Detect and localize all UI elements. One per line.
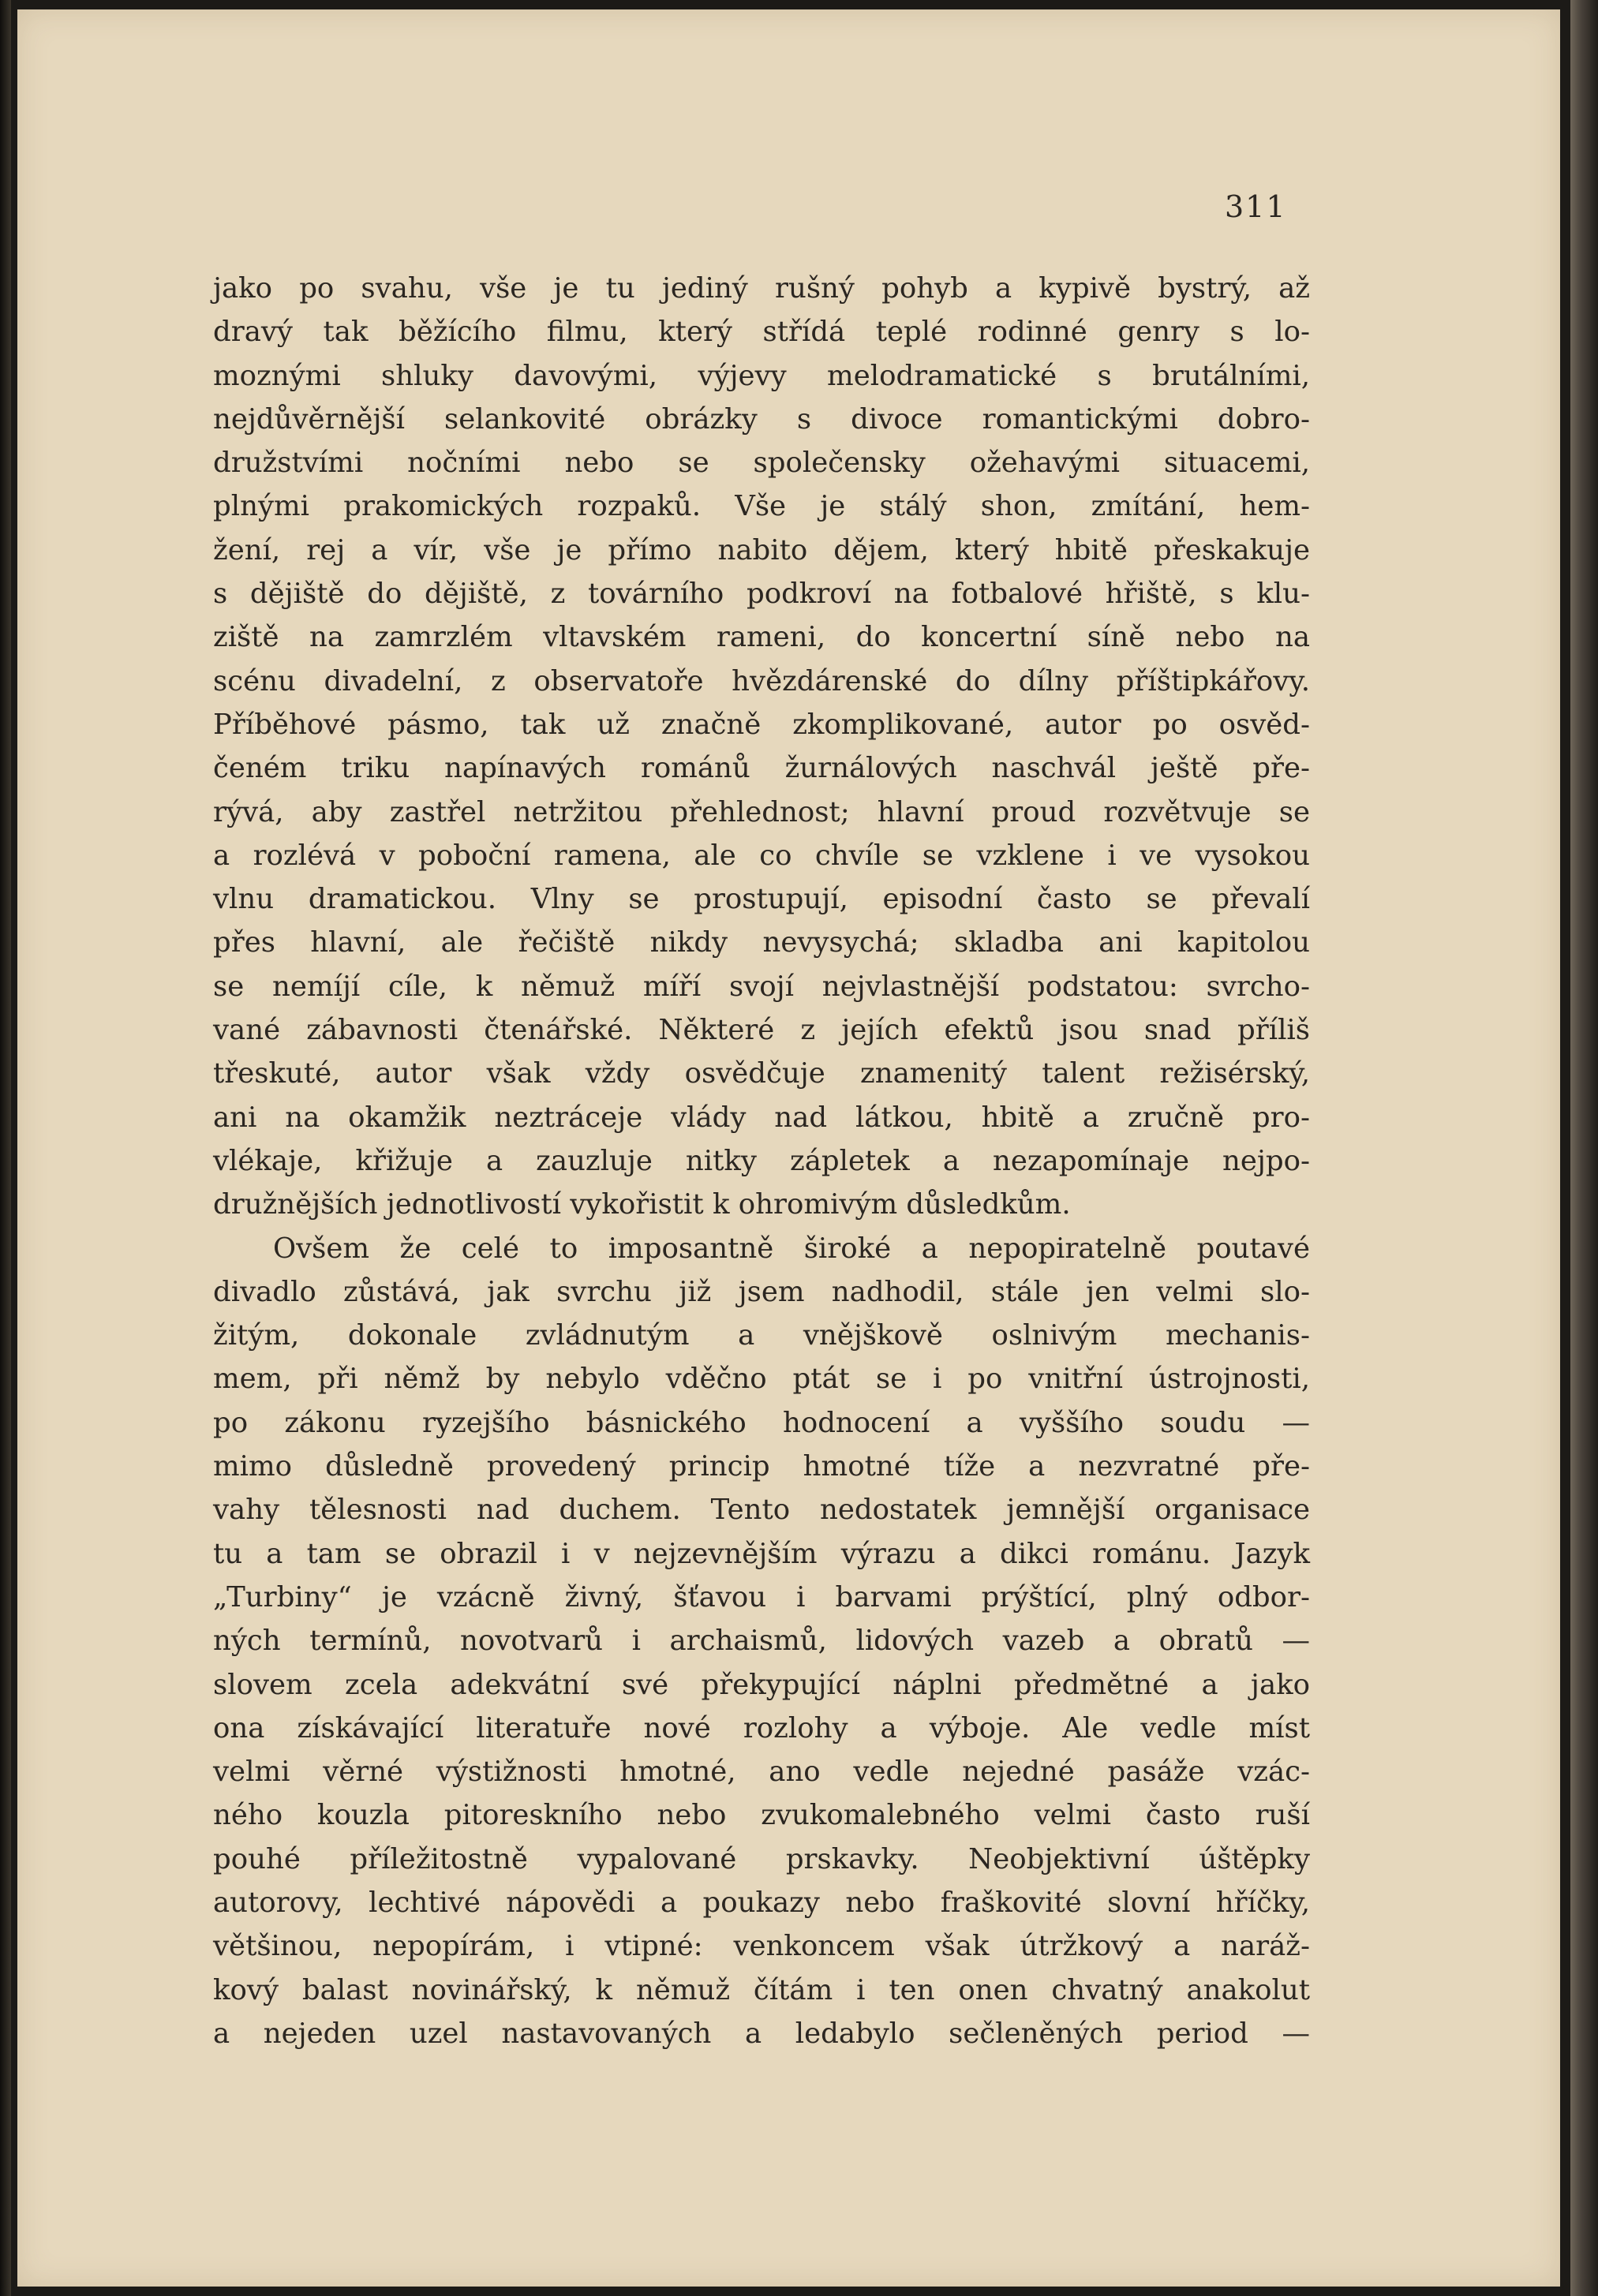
text-line: divadlo zůstává, jak svrchu již jsem nadhodil, stále jen velmi slo-	[213, 1275, 1310, 1308]
page-number: 311	[1225, 189, 1287, 224]
text-line: Příběhové pásmo, tak už značně zkomplikované, autor po osvěd-	[213, 708, 1310, 741]
text-line: čeném triku napínavých románů žurnálových naschvál ještě pře-	[213, 752, 1310, 785]
body-text	[213, 267, 1310, 2055]
text-line: družstvími nočními nebo se společensky ožehavými situacemi,	[213, 447, 1310, 480]
text-line: vlnu dramatickou. Vlny se prostupují, episodní často se převalí	[213, 883, 1310, 916]
text-line: třeskuté, autor však vždy osvědčuje znamenitý talent režisérský,	[213, 1057, 1310, 1090]
text-line: po zákonu ryzejšího básnického hodnocení a vyššího soudu —	[213, 1406, 1310, 1439]
text-line: scénu divadelní, z observatoře hvězdárenské do dílny příštipkářovy.	[213, 664, 1310, 697]
text-line: rývá, aby zastřel netržitou přehlednost; hlavní proud rozvětvuje se	[213, 795, 1310, 828]
text-line: autorovy, lechtivé nápovědi a poukazy nebo fraškovité slovní hříčky,	[213, 1886, 1310, 1919]
text-line: žení, rej a vír, vše je přímo nabito dějem, který hbitě přeskakuje	[213, 533, 1310, 567]
text-line: vahy tělesnosti nad duchem. Tento nedostatek jemnější organisace	[213, 1494, 1310, 1527]
text-line: žitým, dokonale zvládnutým a vnějškově oslnivým mechanis-	[213, 1319, 1310, 1352]
text-line: nejdůvěrnější selankovité obrázky s divoce romantickými dobro-	[213, 402, 1310, 436]
text-line: plnými prakomických rozpaků. Vše je stálý shon, zmítání, hem-	[213, 490, 1310, 523]
text-line: družnějších jednotlivostí vykořistit k ohromivým důsledkům.	[213, 1188, 1071, 1221]
text-line: vané zábavnosti čtenářské. Některé z jejích efektů jsou snad příliš	[213, 1014, 1310, 1047]
book-spine-shadow	[0, 0, 11, 2296]
text-line: mem, při němž by nebylo vděčno ptát se i po vnitřní ústrojnosti,	[213, 1363, 1310, 1396]
text-line: ného kouzla pitoreskního nebo zvukomalebného velmi často ruší	[213, 1799, 1310, 1832]
text-line: Ovšem že celé to imposantně široké a nepopiratelně poutavé	[273, 1232, 1310, 1265]
text-line: se nemíjí cíle, k němuž míří svojí nejvlastnější podstatou: svrcho-	[213, 970, 1310, 1003]
text-line: jako po svahu, vše je tu jediný rušný pohyb a kypivě bystrý, až	[213, 272, 1310, 305]
text-line: mimo důsledně provedený princip hmotné tíže a nezvratné pře-	[213, 1450, 1310, 1483]
text-line: většinou, nepopírám, i vtipné: venkoncem však útržkový a naráž-	[213, 1930, 1310, 1963]
text-line: ziště na zamrzlém vltavském rameni, do koncertní síně nebo na	[213, 621, 1310, 654]
text-line: dravý tak běžícího filmu, který střídá teplé rodinné genry s lo-	[213, 316, 1310, 349]
text-line: s dějiště do dějiště, z továrního podkroví na fotbalové hřiště, s klu-	[213, 578, 1310, 611]
text-line: ona získávající literatuře nové rozlohy a výboje. Ale vedle míst	[213, 1711, 1310, 1744]
text-line: moznými shluky davovými, výjevy melodramatické s brutálními,	[213, 359, 1310, 392]
text-line: a rozlévá v poboční ramena, ale co chvíle se vzklene i ve vysokou	[213, 839, 1310, 872]
text-line: tu a tam se obrazil i v nejzevnějším výrazu a dikci románu. Jazyk	[213, 1537, 1310, 1570]
text-line: vlékaje, křižuje a zauzluje nitky zápletek a nezapomínaje nejpo-	[213, 1144, 1310, 1177]
text-line: ných termínů, novotvarů i archaismů, lidových vazeb a obratů —	[213, 1625, 1310, 1658]
text-line: slovem zcela adekvátní své překypující náplni předmětné a jako	[213, 1668, 1310, 1701]
text-line: „Turbiny“ je vzácně živný, šťavou i barvami prýštící, plný odbor-	[213, 1580, 1310, 1614]
text-line: a nejeden uzel nastavovaných a ledabylo sečleněných period —	[213, 2017, 1310, 2050]
text-line: přes hlavní, ale řečiště nikdy nevysychá; skladba ani kapitolou	[213, 926, 1310, 959]
text-line: velmi věrné výstižnosti hmotné, ano vedle nejedné pasáže vzác-	[213, 1756, 1310, 1789]
text-line: ani na okamžik neztráceje vlády nad látkou, hbitě a zručně pro-	[213, 1101, 1310, 1134]
text-line: pouhé příležitostně vypalované prskavky. Neobjektivní úštěpky	[213, 1842, 1310, 1875]
text-line: kový balast novinářský, k němuž čítám i ten onen chvatný anakolut	[213, 1973, 1310, 2006]
page-edge-shadow	[1570, 0, 1598, 2296]
